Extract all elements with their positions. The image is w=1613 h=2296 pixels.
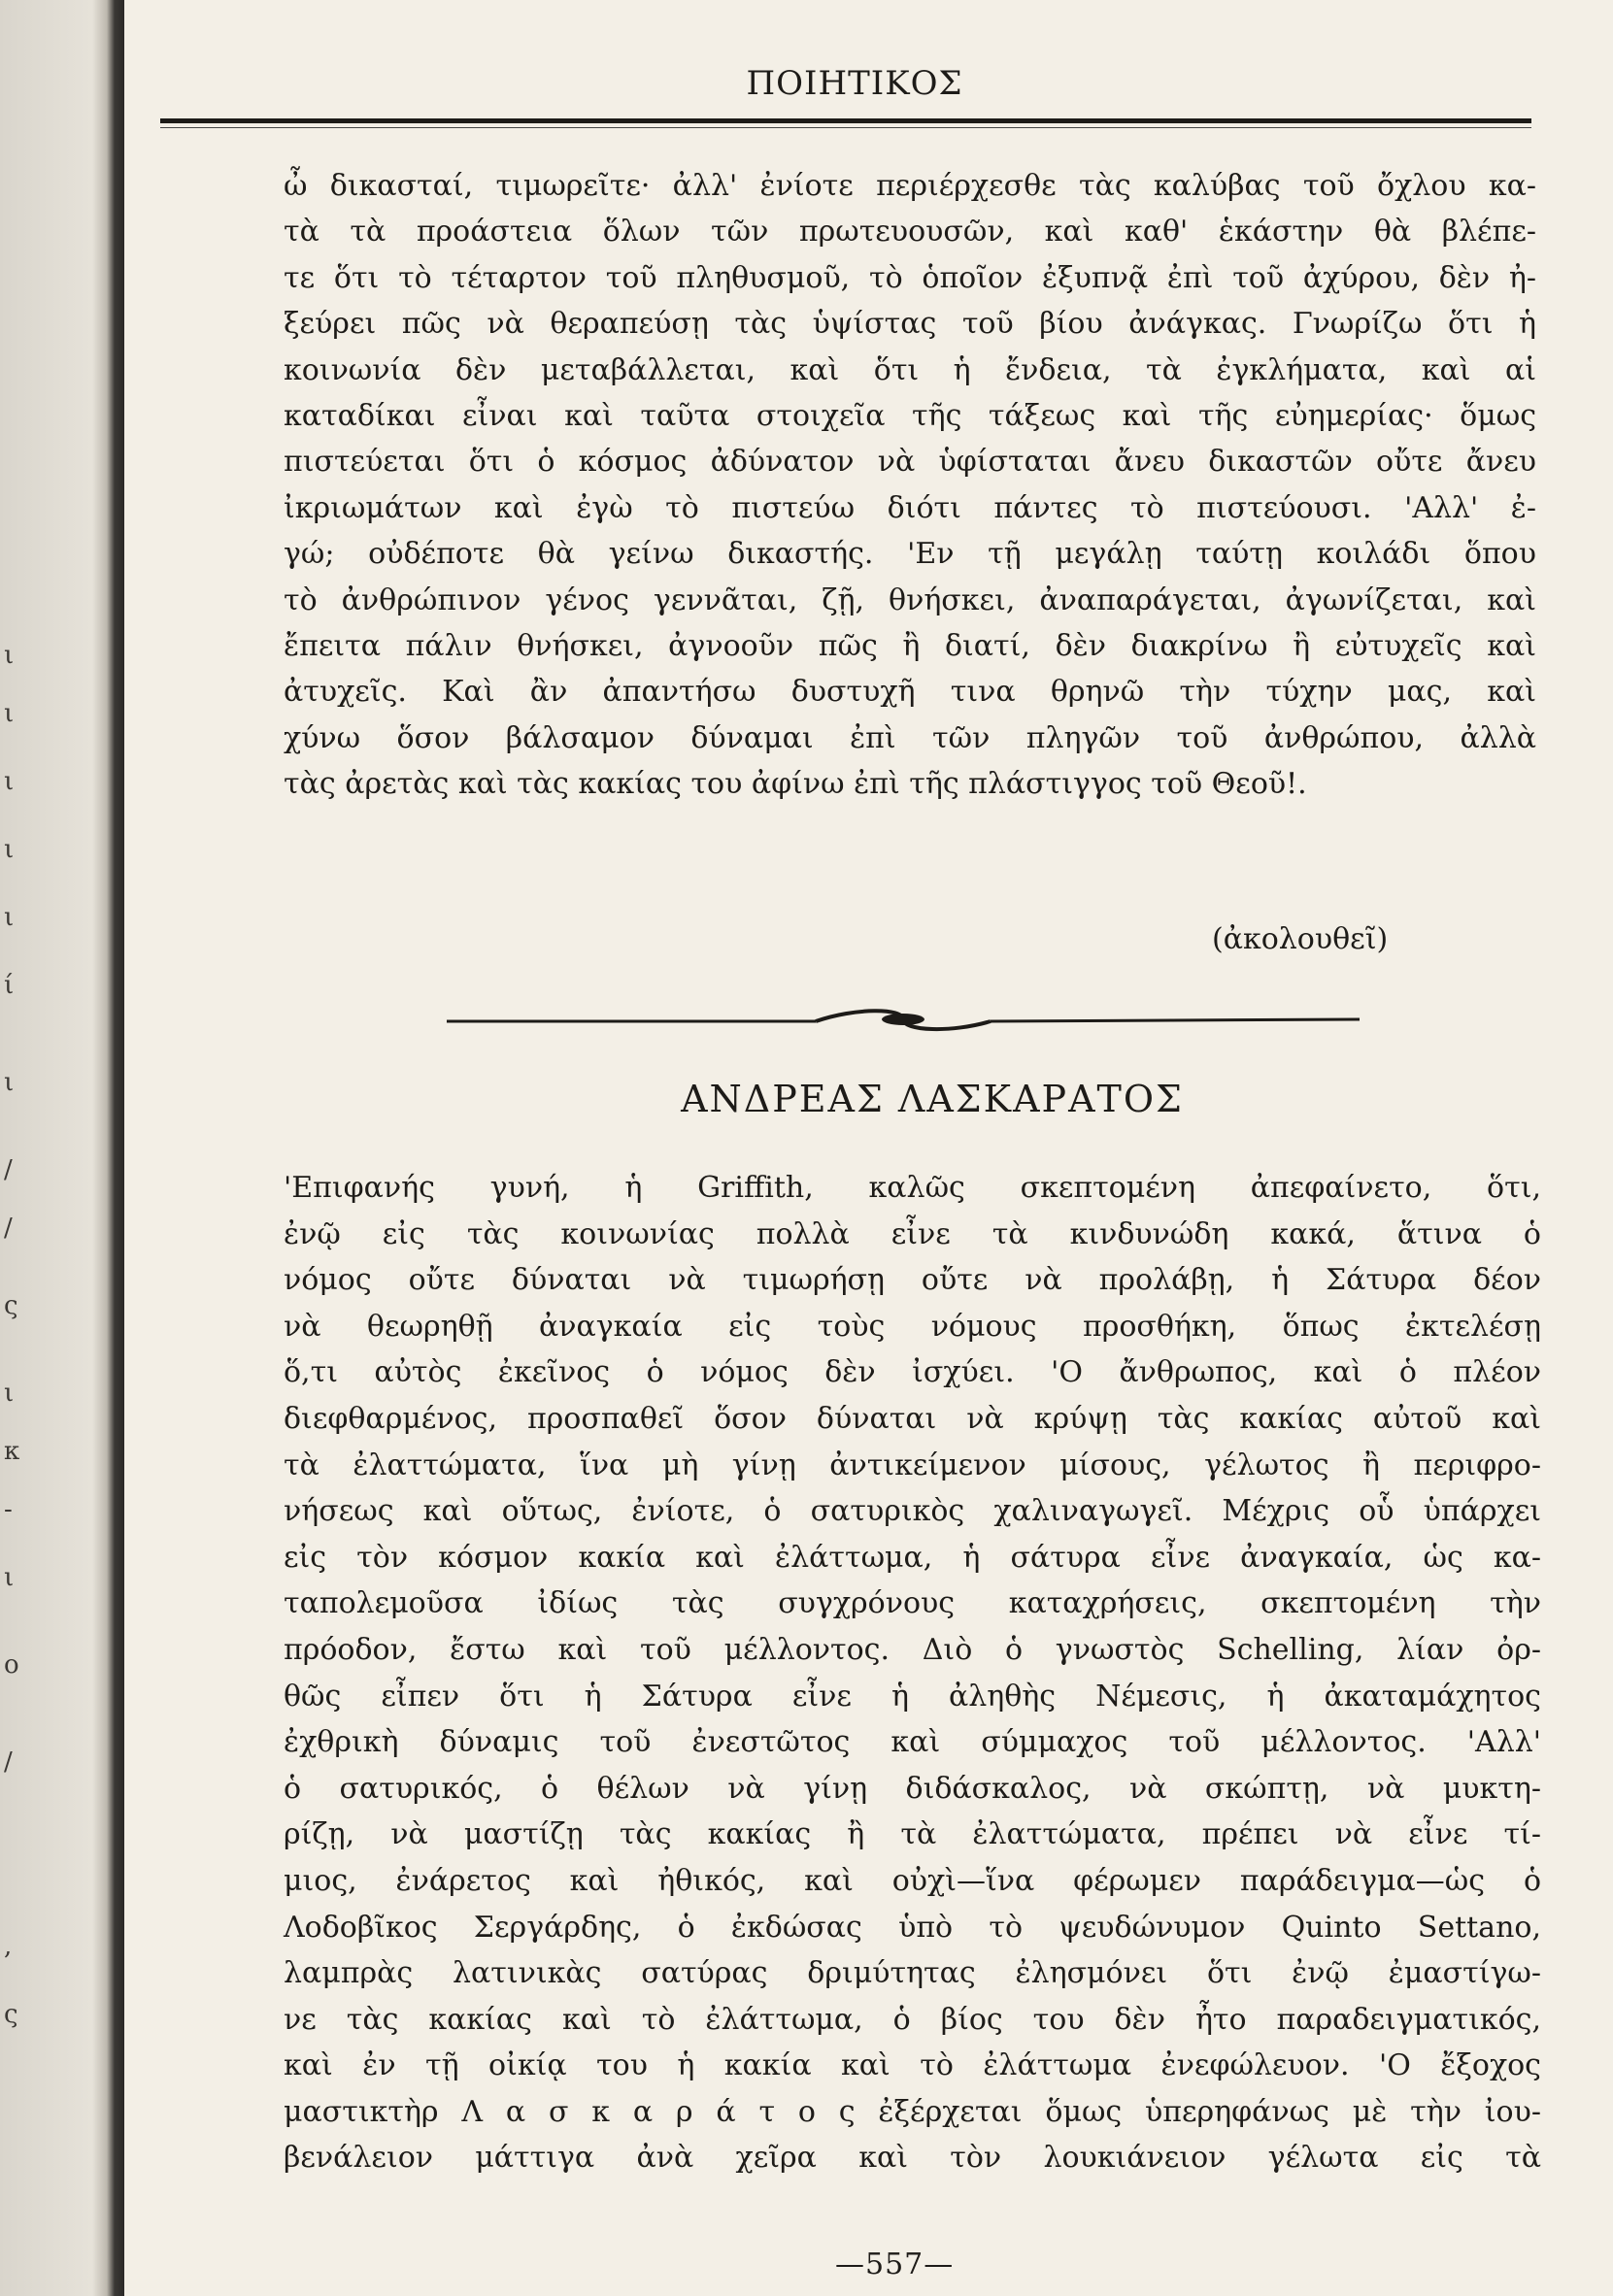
text-line: χύνω ὅσον βάλσαμον δύναμαι ἐπὶ τῶν πληγῶν τοῦ ἀνθρώπου, ἀλλὰ — [284, 720, 1536, 755]
gutter-mark: ς — [4, 2000, 18, 2029]
header-rule-thin — [160, 127, 1531, 128]
text-line: κοινωνία δὲν μεταβάλλεται, καὶ ὅτι ἡ ἔνδεια, τὰ ἐγκλήματα, καὶ αἱ — [284, 352, 1536, 387]
text-line: τὸ ἀνθρώπινον γένος γεννᾶται, ζῇ, θνήσκει, ἀναπαράγεται, ἀγωνίζεται, καὶ — [284, 582, 1536, 617]
section-title: ΑΝΔΡΕΑΣ ΛΑΣΚΑΡΑΤΟΣ — [681, 1078, 1184, 1120]
text-line: λαμπρὰς λατινικὰς σατύρας δριμύτητας ἐλησμόνει ὅτι ἐνῷ ἐμαστίγω- — [284, 1956, 1541, 1991]
text-line: ρίζῃ, νὰ μαστίζῃ τὰς κακίας ἢ τὰ ἐλαττώματα, πρέπει νὰ εἶνε τί- — [284, 1817, 1541, 1852]
text-line: πιστεύεται ὅτι ὁ κόσμος ἀδύνατον νὰ ὑφίσταται ἄνευ δικαστῶν οὔτε ἄνευ — [284, 445, 1536, 480]
text-line: ξεύρει πῶς νὰ θεραπεύσῃ τὰς ὑψίστας τοῦ βίου ἀνάγκας. Γνωρίζω ὅτι ἡ — [284, 307, 1536, 342]
text-line: νόμος οὔτε δύναται νὰ τιμωρήσῃ οὔτε νὰ προλάβῃ, ἡ Σάτυρα δέον — [284, 1263, 1541, 1298]
text-line: ταπολεμοῦσα ἰδίως τὰς συγχρόνους καταχρήσεις, σκεπτομένη τὴν — [284, 1586, 1541, 1621]
text-line: νήσεως καὶ οὕτως, ἐνίοτε, ὁ σατυρικὸς χαλιναγωγεῖ. Μέχρις οὗ ὑπάρχει — [284, 1494, 1541, 1529]
text-line: 'Επιφανής γυνή, ἡ Griffith, καλῶς σκεπτομένη ἀπεφαίνετο, ὅτι, — [284, 1171, 1541, 1205]
gutter-mark: / — [4, 1747, 13, 1777]
top-paragraph — [284, 163, 1536, 808]
gutter-mark: κ — [4, 1437, 20, 1466]
text-line: ἀτυχεῖς. Καὶ ἂν ἀπαντήσω δυστυχῆ τινα θρηνῶ τὴν τύχην μας, καὶ — [284, 675, 1536, 710]
gutter-mark: ι — [4, 1379, 15, 1408]
text-line: ἔπειτα πάλιν θνήσκει, ἀγνοοῦν πῶς ἢ διατί, δὲν διακρίνω ἢ εὐτυχεῖς καὶ — [284, 629, 1536, 664]
scan-edge — [0, 0, 124, 2296]
ornament-divider — [447, 1000, 1360, 1039]
text-line: Λοδοβῖκος Σεργάρδης, ὁ ἐκδώσας ὑπὸ τὸ ψευδώνυμον Quinto Settano, — [284, 1910, 1541, 1945]
text-line: τὰ ἐλαττώματα, ἵνα μὴ γίνῃ ἀντικείμενον μίσους, γέλωτος ἢ περιφρο- — [284, 1447, 1541, 1482]
text-line: βενάλειον μάττιγα ἀνὰ χεῖρα καὶ τὸν λουκιάνειον γέλωτα εἰς τὰ — [284, 2141, 1541, 2176]
text-line: καταδίκαι εἶναι καὶ ταῦτα στοιχεῖα τῆς τάξεως καὶ τῆς εὐημερίας· ὅμως — [284, 399, 1536, 434]
continued-note: (ἀκολουθεῖ) — [1212, 922, 1389, 956]
text-line: ὦ δικασταί, τιμωρεῖτε· ἀλλ' ἐνίοτε περιέρχεσθε τὰς καλύβας τοῦ ὄχλου κα- — [284, 169, 1536, 203]
gutter-mark: ί — [4, 971, 15, 1000]
text-line: νε τὰς κακίας καὶ τὸ ἐλάττωμα, ὁ βίος του δὲν ἦτο παραδειγματικός, — [284, 2002, 1541, 2037]
gutter-mark: ι — [4, 641, 15, 670]
gutter-mark: / — [4, 1155, 13, 1184]
gutter-mark: / — [4, 1214, 13, 1243]
running-head: ΠΟΙΗΤΙΚΟΣ — [746, 64, 963, 103]
gutter-mark: ι — [4, 835, 15, 864]
gutter-mark: ι — [4, 1068, 15, 1097]
text-line: τὰ τὰ προάστεια ὅλων τῶν πρωτευουσῶν, καὶ καθ' ἑκάστην θὰ βλέπε- — [284, 215, 1536, 250]
text-line: ἰκριωμάτων καὶ ἐγὼ τὸ πιστεύω διότι πάντες τὸ πιστεύουσι. 'Αλλ' ἐ- — [284, 490, 1536, 525]
text-line: διεφθαρμένος, προσπαθεῖ ὅσον δύναται νὰ κρύψῃ τὰς κακίας αὐτοῦ καὶ — [284, 1401, 1541, 1436]
text-line: ὁ σατυρικός, ὁ θέλων νὰ γίνῃ διδάσκαλος, νὰ σκώπτῃ, νὰ μυκτη- — [284, 1771, 1541, 1806]
gutter-mark: ι — [4, 699, 15, 728]
text-line: νὰ θεωρηθῇ ἀναγκαία εἰς τοὺς νόμους προσθήκη, ὅπως ἐκτελέσῃ — [284, 1309, 1541, 1344]
page-number: —557— — [835, 2247, 955, 2281]
text-line: ὅ,τι αὐτὸς ἐκεῖνος ὁ νόμος δὲν ἰσχύει. 'Ο ἄνθρωπος, καὶ ὁ πλέον — [284, 1355, 1541, 1390]
header-rule — [160, 118, 1531, 123]
text-line: μαστικτὴρ Λ α σ κ α ρ ά τ ο ς ἐξέρχεται ὅμως ὑπερηφάνως μὲ τὴν ἰου- — [284, 2094, 1541, 2129]
gutter-mark: ο — [4, 1650, 19, 1680]
text-line: ἐχθρικὴ δύναμις τοῦ ἐνεστῶτος καὶ σύμμαχος τοῦ μέλλοντος. 'Αλλ' — [284, 1725, 1541, 1760]
text-line: γώ; οὐδέποτε θὰ γείνω δικαστής. 'Εν τῇ μεγάλῃ ταύτῃ κοιλάδι ὅπου — [284, 537, 1536, 572]
text-line: τὰς ἀρετὰς καὶ τὰς κακίας του ἀφίνω ἐπὶ τῆς πλάστιγγος τοῦ Θεοῦ!. — [284, 767, 1307, 802]
gutter-mark: ς — [4, 1291, 18, 1320]
text-line: τε ὅτι τὸ τέταρτον τοῦ πληθυσμοῦ, τὸ ὁποῖον ἐξυπνᾷ ἐπὶ τοῦ ἀχύρου, δὲν ἠ- — [284, 260, 1536, 295]
text-line: πρόοδον, ἔστω καὶ τοῦ μέλλοντος. Διὸ ὁ γνωστὸς Schelling, λίαν ὀρ- — [284, 1632, 1541, 1667]
gutter-mark: - — [4, 1495, 13, 1524]
gutter-mark: ι — [4, 767, 15, 796]
text-line: εἰς τὸν κόσμον κακία καὶ ἐλάττωμα, ἡ σάτυρα εἶνε ἀναγκαία, ὡς κα- — [284, 1540, 1541, 1575]
text-line: καὶ ἐν τῇ οἰκίᾳ του ἡ κακία καὶ τὸ ἐλάττωμα ἐνεφώλευον. 'Ο ἔξοχος — [284, 2048, 1541, 2083]
text-line: ἐνῷ εἰς τὰς κοινωνίας πολλὰ εἶνε τὰ κινδυνώδη κακά, ἅτινα ὁ — [284, 1216, 1541, 1251]
body-paragraph — [284, 1165, 1541, 2181]
gutter-mark: , — [4, 1932, 13, 1961]
gutter-mark: ι — [4, 1563, 15, 1592]
text-line: μιος, ἐνάρετος καὶ ἠθικός, καὶ οὐχὶ—ἵνα φέρωμεν παράδειγμα—ὡς ὁ — [284, 1863, 1541, 1898]
gutter-mark: ι — [4, 903, 15, 932]
text-line: θῶς εἶπεν ὅτι ἡ Σάτυρα εἶνε ἡ ἀληθὴς Νέμεσις, ἡ ἀκαταμάχητος — [284, 1679, 1541, 1714]
